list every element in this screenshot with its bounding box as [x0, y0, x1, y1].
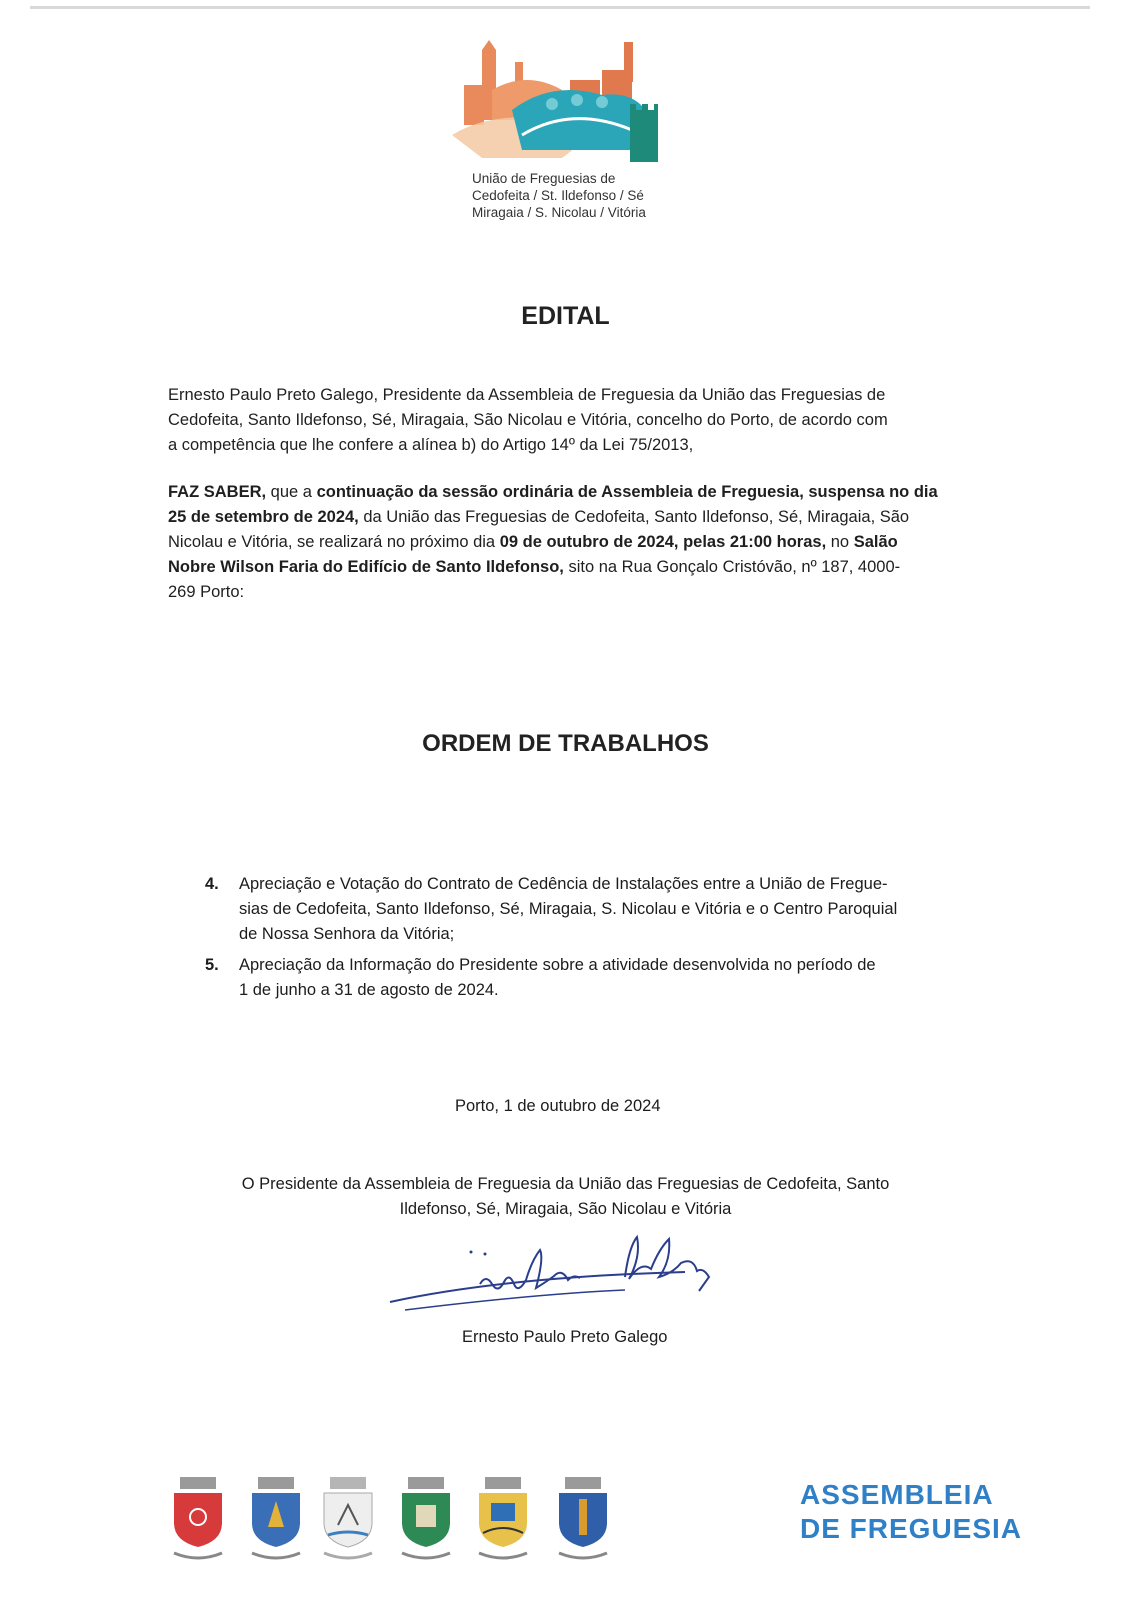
intro-paragraph	[168, 383, 1008, 458]
agenda-item-line: Apreciação da Informação do Presidente sobre a atividade desenvolvida no período de	[239, 956, 876, 974]
announcement-line	[168, 505, 1008, 530]
assembly-label-line: DE FREGUESIA	[800, 1513, 1023, 1544]
announcement-line	[168, 555, 1008, 580]
announcement-bold: Salão	[853, 533, 898, 551]
announcement-text: que a	[266, 483, 317, 501]
announcement-bold: 25 de setembro de 2024,	[168, 508, 359, 526]
announcement-line	[168, 480, 1008, 505]
intro-line: Cedofeita, Santo Ildefonso, Sé, Miragaia, São Nicolau e Vitória, concelho do Porto, de acordo com	[168, 411, 888, 429]
org-name-line: Cedofeita / St. Ildefonso / Sé	[472, 188, 644, 203]
document-title: EDITAL	[521, 302, 610, 330]
organization-name	[472, 170, 646, 221]
announcement-line	[168, 530, 1008, 555]
miragaia-crest-icon	[396, 1475, 456, 1565]
santo-ildefonso-crest-icon	[246, 1475, 306, 1565]
announcement-text: sito na Rua Gonçalo Cristóvão, nº 187, 4000-	[563, 558, 901, 576]
place-date: Porto, 1 de outubro de 2024	[455, 1097, 661, 1115]
agenda-item-line: Apreciação e Votação do Contrato de Cedência de Instalações entre a União de Fregue-	[239, 875, 888, 893]
agenda-item-number: 4.	[205, 875, 219, 893]
announcement-bold: Nobre Wilson Faria do Edifício de Santo Ildefonso,	[168, 558, 564, 576]
announcement-bold: continuação da sessão ordinária de Assembleia de Freguesia, suspensa no dia	[316, 483, 938, 501]
signatory-role-line: Ildefonso, Sé, Miragaia, São Nicolau e Vitória	[399, 1200, 732, 1218]
vitoria-crest-icon	[553, 1475, 613, 1565]
announcement-line: 269 Porto:	[168, 583, 245, 601]
faz-saber: FAZ SABER,	[168, 483, 267, 501]
agenda-item-number: 5.	[205, 956, 219, 974]
org-name-line: Miragaia / S. Nicolau / Vitória	[472, 205, 646, 220]
signatory-name: Ernesto Paulo Preto Galego	[462, 1328, 668, 1346]
assembly-label	[800, 1478, 1022, 1546]
handwritten-signature	[385, 1222, 770, 1322]
scan-top-edge	[30, 6, 1090, 9]
signatory-role-line: O Presidente da Assembleia de Freguesia da União das Freguesias de Cedofeita, Santo	[241, 1175, 890, 1193]
org-name-line: União de Freguesias de	[472, 171, 616, 186]
sao-nicolau-crest-icon	[473, 1475, 533, 1565]
agenda-item-line: 1 de junho a 31 de agosto de 2024.	[239, 981, 499, 999]
cedofeita-crest-icon	[168, 1475, 228, 1565]
agenda-title: ORDEM DE TRABALHOS	[422, 730, 709, 757]
announcement-text: Nicolau e Vitória, se realizará no próximo dia	[168, 533, 500, 551]
signatory-role	[0, 1172, 1131, 1222]
se-crest-icon	[318, 1475, 378, 1565]
announcement-paragraph	[168, 480, 1008, 605]
agenda-item-line: de Nossa Senhora da Vitória;	[239, 925, 455, 943]
intro-line: Ernesto Paulo Preto Galego, Presidente da Assembleia de Freguesia da União das Freguesias de	[168, 386, 886, 404]
assembly-label-line: ASSEMBLEIA	[800, 1479, 994, 1510]
announcement-text: da União das Freguesias de Cedofeita, Santo Ildefonso, Sé, Miragaia, São	[358, 508, 910, 526]
agenda-item-line: sias de Cedofeita, Santo Ildefonso, Sé, Miragaia, S. Nicolau e Vitória e o Centro Paroquial	[239, 900, 898, 918]
announcement-text: no	[826, 533, 854, 551]
parish-crests	[168, 1475, 628, 1565]
union-logo-icon	[452, 40, 682, 165]
intro-line: a competência que lhe confere a alínea b) do Artigo 14º da Lei 75/2013,	[168, 436, 694, 454]
announcement-bold: 09 de outubro de 2024, pelas 21:00 horas,	[499, 533, 827, 551]
